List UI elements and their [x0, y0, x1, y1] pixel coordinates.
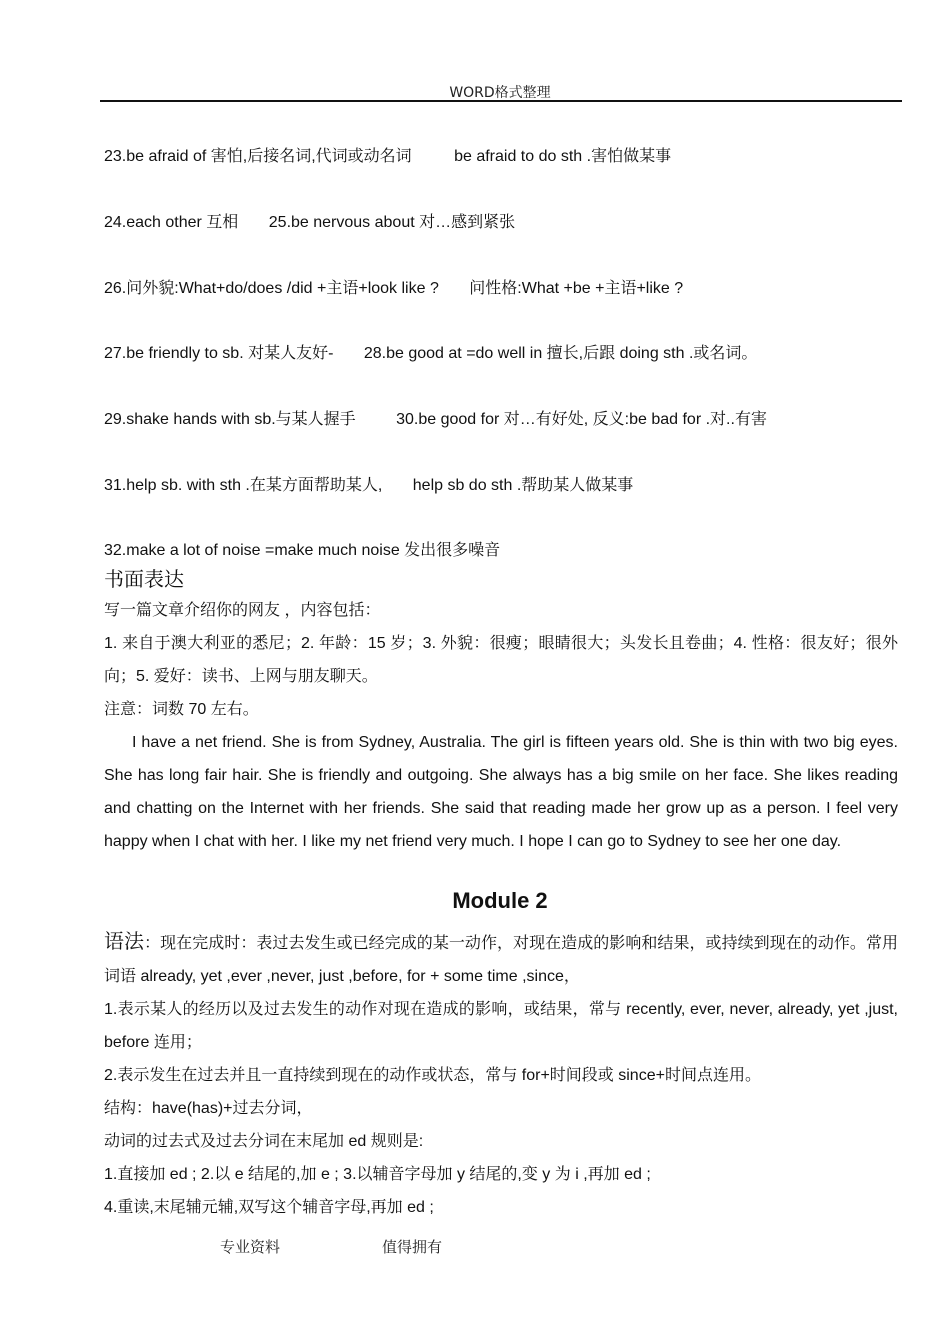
vocab-line-29	[104, 409, 767, 431]
ed-rules-title: 动词的过去式及过去分词在末尾加 ed 规则是:	[104, 1133, 424, 1150]
vocab-line-32	[104, 540, 500, 562]
writing-points: 1. 来自于澳大利亚的悉尼；2. 年龄：15 岁；3. 外貌：很瘦；眼睛很大；头发长且卷曲；4. 性格：很友好；很外向；5. 爱好：读书、上网与朋友聊天。	[104, 635, 898, 685]
grammar-rule-1: 1.表示某人的经历以及过去发生的动作对现在造成的影响，或结果，常与 recently, ever, never, already, yet ,just, before 连用；	[104, 1001, 898, 1051]
grammar-intro: ：现在完成时：表过去发生或已经完成的某一动作，对现在造成的影响和结果，或持续到现在的动作。常用词语 already, yet ,ever ,never, just ,before, for + some time ,since，	[104, 935, 898, 985]
footer-right: 值得拥有	[382, 1238, 443, 1256]
vocab-line-26	[104, 278, 683, 300]
vocab-line-31	[104, 475, 633, 497]
grammar-intro-paragraph	[104, 926, 898, 993]
vocab-line-24	[104, 212, 515, 234]
vocab-29-a: 29.shake hands with sb.与某人握手	[104, 411, 356, 428]
header-divider	[100, 100, 902, 102]
page-header-title: WORD格式整理	[449, 85, 551, 101]
writing-note: 注意：词数 70 左右。	[104, 701, 259, 718]
vocab-24-a: 24.each other 互相	[104, 214, 239, 231]
vocab-30-b: 30.be good for 对…有好处, 反义:be bad for .对..有害	[396, 411, 767, 428]
vocab-26-b: 问性格:What +be +主语+like ?	[469, 280, 684, 297]
writing-section	[104, 564, 898, 858]
footer-left: 专业资料	[220, 1238, 281, 1256]
vocab-line-23	[104, 146, 671, 168]
writing-prompt: 写一篇文章介绍你的网友 ，内容包括：	[104, 602, 381, 619]
writing-heading: 书面表达	[104, 567, 184, 591]
vocab-32-a: 32.make a lot of noise =make much noise 发出很多噪音	[104, 542, 501, 559]
writing-essay: I have a net friend. She is from Sydney, Australia. The girl is fifteen years old. She is thin with two big eyes. She has long fair hair. She is friendly and outgoing. She always has a big smile on her face. She likes reading and chatting on the Internet with her friends. She said that reading made her grow up as a person. I feel very happy when I chat with her. I like my net friend very much. I hope I can go to Sydney to see her one day.	[104, 734, 898, 850]
grammar-label: 语法	[104, 929, 145, 953]
vocab-26-a: 26.问外貌:What+do/does /did +主语+look like ?	[104, 280, 439, 297]
vocab-31-b: help sb do sth .帮助某人做某事	[412, 477, 634, 494]
grammar-rule-2: 2.表示发生在过去并且一直持续到现在的动作或状态，常与 for+时间段或 since+时间点连用。	[104, 1067, 761, 1084]
vocab-28-b: 28.be good at =do well in 擅长,后跟 doing sth .或名词。	[363, 345, 758, 362]
grammar-structure: 结构：have(has)+过去分词，	[104, 1100, 313, 1117]
grammar-section	[104, 926, 898, 1224]
vocab-23-a: 23.be afraid of 害怕,后接名词,代词或动名词	[104, 148, 412, 165]
vocab-line-27	[104, 343, 757, 365]
vocab-27-a: 27.be friendly to sb. 对某人友好-	[104, 345, 334, 362]
ed-rule-b: 4.重读,末尾辅元辅,双写这个辅音字母,再加 ed ;	[104, 1199, 434, 1216]
ed-rule-a: 1.直接加 ed ; 2.以 e 结尾的,加 e ; 3.以辅音字母加 y 结尾的,变 y 为 i ,再加 ed ;	[104, 1166, 651, 1183]
module-title: Module 2	[452, 888, 548, 913]
vocab-31-a: 31.help sb. with sth .在某方面帮助某人,	[104, 477, 383, 494]
vocab-23-b: be afraid to do sth .害怕做某事	[454, 148, 672, 165]
vocab-25-b: 25.be nervous about 对…感到紧张	[268, 214, 516, 231]
